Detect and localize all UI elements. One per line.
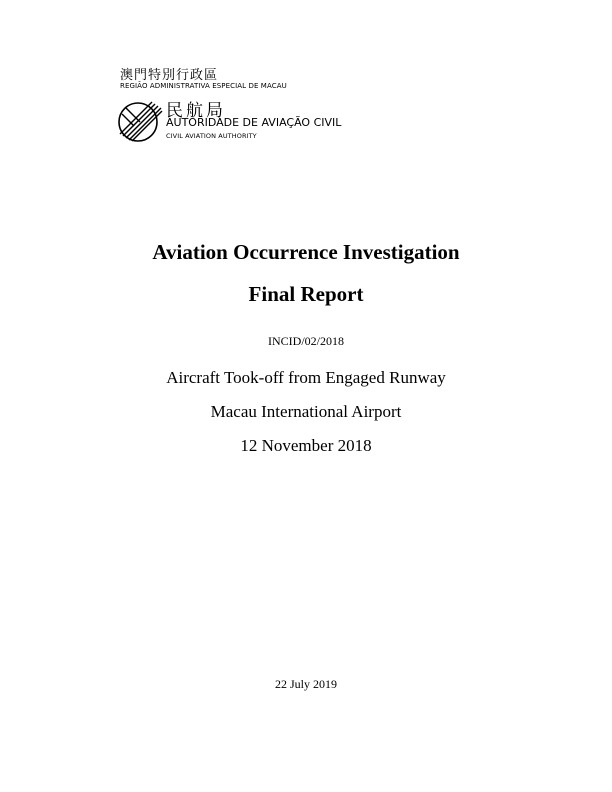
report-subtitle: Final Report <box>248 282 364 306</box>
region-chinese-name: 澳門特別行政區 <box>120 68 219 83</box>
report-reference: INCID/02/2018 <box>268 334 344 348</box>
caac-wing-emblem-icon <box>116 96 164 144</box>
occurrence-description: Aircraft Took-off from Engaged Runway <box>166 368 446 387</box>
occurrence-date: 12 November 2018 <box>240 436 372 455</box>
occurrence-location: Macau International Airport <box>210 402 402 421</box>
authority-chinese-name: 民航局 <box>166 101 226 121</box>
authority-portuguese-name: AUTORIDADE DE AVIAÇÃO CIVIL <box>166 116 342 129</box>
report-title: Aviation Occurrence Investigation <box>152 240 460 264</box>
report-date: 22 July 2019 <box>274 677 337 691</box>
authority-english-name: CIVIL AVIATION AUTHORITY <box>166 132 257 140</box>
region-portuguese-name: REGIÃO ADMINISTRATIVA ESPECIAL DE MACAU <box>120 82 287 90</box>
letterhead <box>0 0 612 160</box>
